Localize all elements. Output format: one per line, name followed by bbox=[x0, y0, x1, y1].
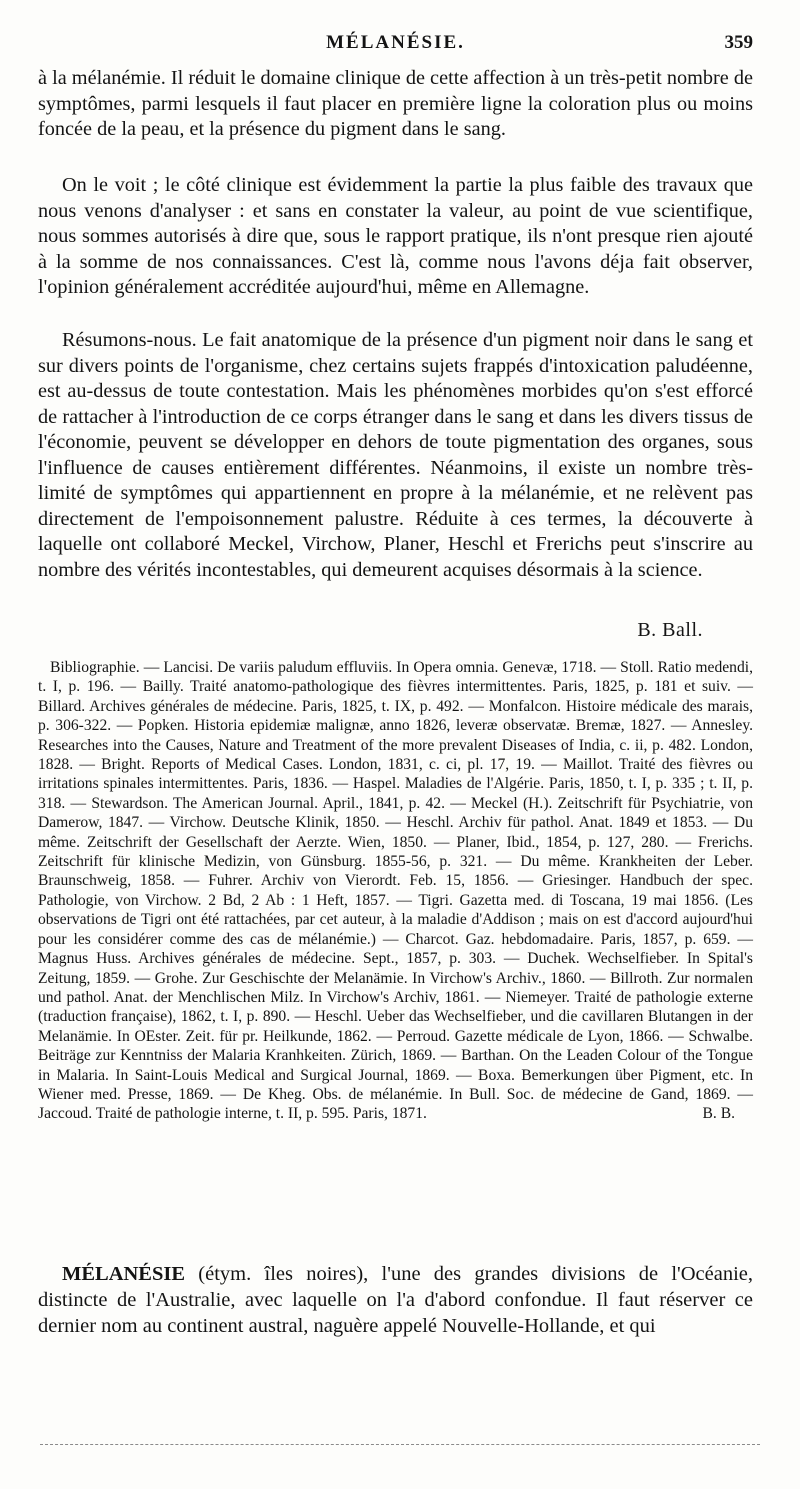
entry-text bbox=[38, 1262, 753, 1339]
entry-melanesie bbox=[38, 1262, 753, 1339]
page-bottom-rule bbox=[40, 1444, 760, 1445]
paragraph-clinical-side bbox=[38, 173, 753, 301]
author-signature: B. Ball. bbox=[637, 619, 703, 641]
bibliography-text bbox=[38, 658, 753, 1124]
bibliography-entries: Bibliographie. — Lancisi. De variis paludum effluviis. In Opera omnia. Genevæ, 1718. — Stoll. Ratio medendi, t. I, p. 196. — Bailly. Traité anatomo-pathologique des fièvres intermittentes. Paris, 1825, p. 181 et suiv. — Billard. Archives générales de médecine. Paris, 1825, t. IX, p. 492. — Monfalcon. Histoire médicale des marais, p. 306-322. — Popken. Historia epidemiæ malignæ, anno 1826, leveræ observatæ. Bremæ, 1827. — Annesley. Researches into the Causes, Nature and Treatment of the more prevalent Diseases of India, c. ii, p. 482. London, 1828. — Bright. Reports of Medical Cases. London, 1831, c. ci, pl. 17, 19. — Maillot. Traité des fièvres ou irritations spinales intermittentes. Paris, 1836. — Haspel. Maladies de l'Algérie. Paris, 1850, t. I, p. 335 ; t. II, p. 318. — Stewardson. The American Journal. April., 1841, p. 42. — Meckel (H.). Zeitschrift für Psychiatrie, von Damerow, 1847. — Virchow. Deutsche Klinik, 1850. — Heschl. Archiv für pathol. Anat. 1849 et 1853. — Du même. Zeitschrift der Gesellschaft der Aerzte. Wien, 1850. — Planer, Ibid., 1854, p. 127, 280. — Frerichs. Zeitschrift für klinische Medizin, von Günsburg. 1855-56, p. 321. — Du même. Krankheiten der Leber. Braunschweig, 1858. — Fuhrer. Archiv von Vierordt. Feb. 15, 1856. — Griesinger. Handbuch der spec. Pathologie, von Virchow. 2 Bd, 2 Ab : 1 Heft, 1857. — Tigri. Gazetta med. di Toscana, 19 mai 1856. (Les observations de Tigri ont été rattachées, par cet auteur, à la maladie d'Addison ; mais on est d'accord aujourd'hui pour les considérer comme des cas de mélanémie.) — Charcot. Gaz. hebdomadaire. Paris, 1857, p. 659. — Magnus Huss. Archives générales de médecine. Sept., 1857, p. 303. — Duchek. Wechselfieber. In Spital's Zeitung, 1859. — Grohe. Zur Geschischte der Melanämie. In Virchow's Archiv., 1860. — Billroth. Zur normalen und pathol. Anat. der Menchlischen Milz. In Virchow's Archiv, 1861. — Niemeyer. Traité de pathologie externe (traduction française), 1862, t. I, p. 890. — Heschl. Ueber das Wechselfieber, und die cavillaren Blutangen in der Melanämie. In OEster. Zeit. für pr. Heilkunde, 1862. — Perroud. Gazette médicale de Lyon, 1866. — Schwalbe. Beiträge zur Kenntniss der Malaria Kranhkeiten. Zürich, 1869. — Barthan. On the Leaden Colour of the Tongue in Malaria. In Saint-Louis Medical and Surgical Journal, 1869. — Boxa. Bemerkungen über Pigment, etc. In Wiener med. Presse, 1869. — De Kheg. Obs. de mélanémie. In Bull. Soc. de médecine de Gand, 1869. — Jaccoud. Traité de pathologie interne, t. II, p. 595. Paris, 1871. bbox=[38, 659, 753, 1123]
paragraph-continuation bbox=[38, 66, 753, 143]
page-header bbox=[38, 32, 753, 58]
entry-definition: (étym. îles noires), l'une des grandes divisions de l'Océanie, distincte de l'Australie, avec laquelle on l'a d'abord confondue. Il faut réserver ce dernier nom au continent austral, naguère appelé Nouvelle-Hollande, et qui bbox=[38, 1263, 753, 1337]
paragraph-2-text: On le voit ; le côté clinique est évidemment la partie la plus faible des travaux que nous venons d'analyser : et sans en constater la valeur, au point de vue scientifique, nous sommes autorisés à dire que, sous le rapport pratique, ils n'ont presque rien ajouté à la somme de nos connaissances. C'est là, comme nous l'avons déja fait observer, l'opinion généralement accréditée aujourd'hui, même en Allemagne. bbox=[38, 174, 753, 298]
bibliography-block bbox=[38, 658, 753, 1124]
running-title: MÉLANÉSIE. bbox=[326, 32, 465, 53]
paragraph-3-text: Résumons-nous. Le fait anatomique de la présence d'un pigment noir dans le sang et sur divers points de l'organisme, chez certains sujets frappés d'intoxication paludéenne, est au-dessus de toute contestation. Mais les phénomènes morbides qu'on s'est efforcé de rattacher à l'introduction de ce corps étranger dans le sang et dans les divers tissus de l'économie, peuvent se développer en dehors de toute pigmentation des organes, sous l'influence de causes entièrement différentes. Néanmoins, il existe un nombre très-limité de symptômes qui appartiennent en propre à la mélanémie, et ne relèvent pas directement de l'empoisonnement palustre. Réduite à ces termes, la découverte à laquelle ont collaboré Meckel, Virchow, Planer, Heschl et Frerichs peut s'inscrire au nombre des vérités incontestables, qui demeurent acquises désormais à la science. bbox=[38, 329, 753, 581]
entry-headword: MÉLANÉSIE bbox=[62, 1263, 186, 1285]
page-number: 359 bbox=[724, 32, 753, 53]
paragraph-1-text: à la mélanémie. Il réduit le domaine clinique de cette affection à un très-petit nombre de symptômes, parmi lesquels il faut placer en première ligne la coloration plus ou moins foncée de la peau, et la présence du pigment dans le sang. bbox=[38, 67, 753, 140]
paragraph-summary bbox=[38, 328, 753, 583]
bibliography-initials: B. B. bbox=[702, 1105, 735, 1123]
